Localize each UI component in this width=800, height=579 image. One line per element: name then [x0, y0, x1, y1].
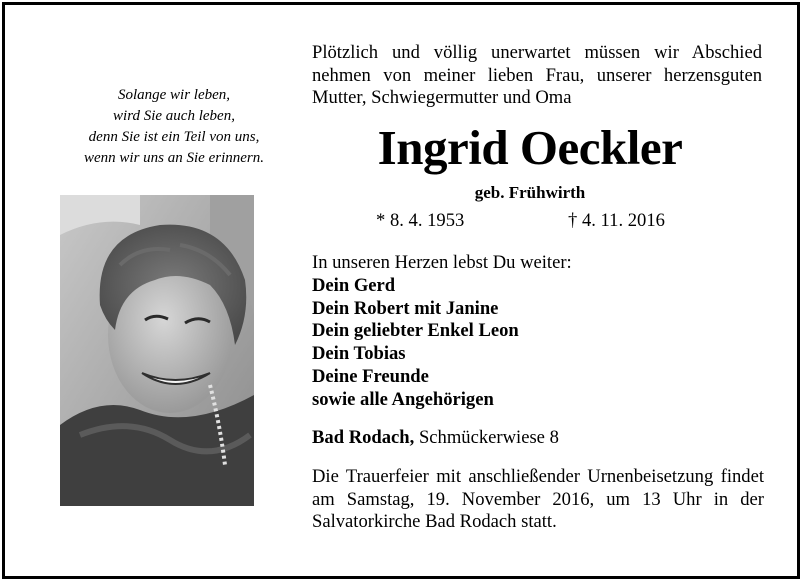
- mourner-item: Dein Gerd: [312, 275, 396, 296]
- deceased-name: Ingrid Oeckler: [377, 120, 683, 175]
- mourner-item: sowie alle Angehörigen: [312, 388, 494, 410]
- mourners-heading: In unseren Herzen lebst Du weiter:: [312, 252, 572, 273]
- birth-name: geb. Frühwirth: [474, 183, 586, 202]
- mourner-item: Deine Freunde: [312, 365, 429, 387]
- poem-line: wird Sie auch leben,: [113, 108, 235, 124]
- mourner-item: Dein Robert mit Janine: [312, 297, 499, 319]
- poem-line: Solange wir leben,: [117, 87, 231, 103]
- poem-line: denn Sie ist ein Teil von uns,: [88, 129, 260, 145]
- poem-line: wenn wir uns an Sie erinnern.: [84, 150, 264, 166]
- mourner-item: Dein geliebter Enkel Leon: [312, 320, 519, 342]
- address-town: Bad Rodach,: [312, 427, 415, 448]
- portrait-photo-icon: [60, 195, 254, 506]
- address: [312, 427, 559, 449]
- birth-date: * 8. 4. 1953: [376, 210, 465, 231]
- memorial-poem: [60, 85, 288, 169]
- intro-text: Plötzlich und völlig unerwartet müssen wir Abschied nehmen von meiner lieben Frau, unserer herzensguten Mutter, Schwiegermutter und Oma: [312, 42, 762, 108]
- mourners-list: [312, 275, 519, 411]
- funeral-notice: Die Trauerfeier mit anschließender Urnenbeisetzung findet am Samstag, 19. November 2016, um 13 Uhr in der Salvatorkirche Bad Rodach statt.: [312, 466, 764, 533]
- death-date: † 4. 11. 2016: [568, 210, 665, 231]
- mourner-item: Dein Tobias: [312, 343, 406, 365]
- address-street: Schmückerwiese 8: [418, 427, 559, 448]
